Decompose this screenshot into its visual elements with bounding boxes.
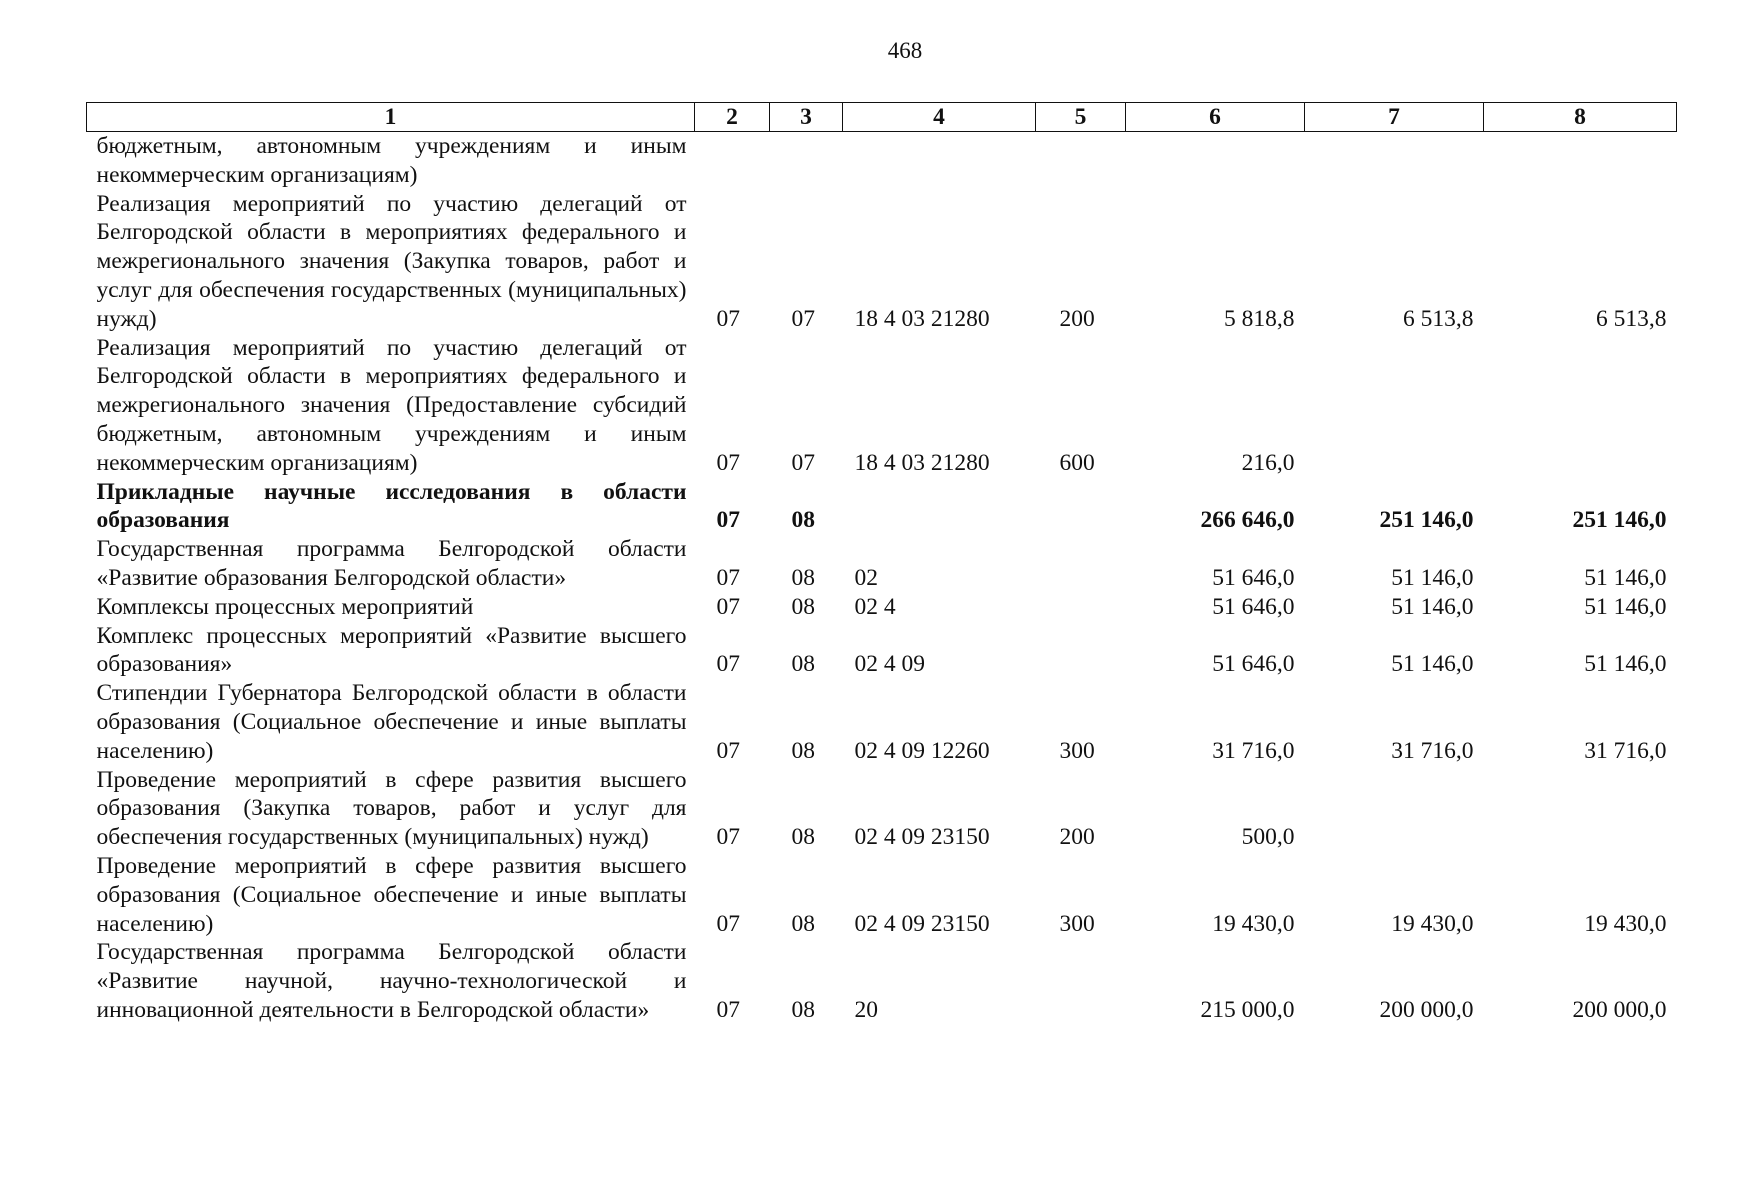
row-amount-col6: 51 646,0: [1212, 651, 1295, 678]
row-section-code: 07: [716, 593, 740, 620]
row-expense-type: [1036, 622, 1126, 680]
row-subsection-code: 08: [791, 564, 815, 591]
table-row: [87, 190, 1677, 334]
row-target-article: [843, 132, 1036, 190]
row-amount-col6: 5 818,8: [1224, 305, 1295, 332]
row-name: бюджетным, автономным учреждениям и иным некоммерческим организациям): [96, 133, 687, 188]
row-section-code: 07: [716, 651, 740, 678]
header-col-2: 2: [695, 103, 770, 132]
row-expense-type: 200: [1059, 305, 1095, 332]
table-row: [87, 535, 1677, 593]
row-expense-type: [1036, 132, 1126, 190]
row-name: Реализация мероприятий по участию делегаций от Белгородской области в мероприятиях федерального и межрегионального значения (Закупка товаров, работ и услуг для обеспечения государственных (муниципальных) нужд): [96, 190, 687, 332]
header-col-5: 5: [1036, 103, 1126, 132]
row-subsection-code: 08: [791, 593, 815, 620]
row-amount-col7: [1305, 766, 1484, 852]
row-subsection-code: 07: [791, 305, 815, 332]
row-name: Стипендии Губернатора Белгородской области в области образования (Социальное обеспечение и иные выплаты населению): [96, 680, 687, 764]
row-subsection-code: 08: [791, 737, 815, 764]
row-amount-col7: [1305, 132, 1484, 190]
row-target-article: 02 4: [854, 593, 896, 620]
row-amount-col8: [1484, 334, 1677, 478]
row-amount-col7: 251 146,0: [1379, 507, 1474, 534]
row-amount-col6: [1126, 132, 1305, 190]
row-amount-col6: 31 716,0: [1212, 737, 1295, 764]
row-name: Комплексы процессных мероприятий: [96, 593, 474, 620]
row-name: Государственная программа Белгородской области «Развитие научной, научно-технологической и инновационной деятельности в Белгородской области»: [96, 939, 687, 1023]
row-amount-col8: 31 716,0: [1584, 737, 1667, 764]
row-amount-col7: 51 146,0: [1391, 564, 1474, 591]
table-body: [87, 132, 1677, 1025]
row-target-article: 18 4 03 21280: [854, 305, 990, 332]
table-row: [87, 593, 1677, 622]
row-amount-col6: 216,0: [1241, 449, 1295, 476]
row-amount-col7: 51 146,0: [1391, 651, 1474, 678]
row-expense-type: [1036, 535, 1126, 593]
row-section-code: 07: [716, 564, 740, 591]
row-subsection-code: [770, 132, 843, 190]
row-subsection-code: 08: [791, 507, 815, 534]
row-expense-type: [1036, 938, 1126, 1024]
row-amount-col6: 266 646,0: [1200, 507, 1295, 534]
row-subsection-code: 08: [791, 824, 815, 851]
row-expense-type: 200: [1059, 824, 1095, 851]
row-subsection-code: 08: [791, 996, 815, 1023]
table-row: [87, 766, 1677, 852]
table-row: [87, 679, 1677, 765]
row-section-code: 07: [716, 507, 740, 534]
table-row: [87, 132, 1677, 190]
row-amount-col8: 51 146,0: [1584, 564, 1667, 591]
row-target-article: 20: [854, 996, 878, 1023]
budget-table: [86, 102, 1677, 1025]
row-target-article: 02 4 09 12260: [854, 737, 990, 764]
table-row: [87, 938, 1677, 1024]
row-amount-col6: 215 000,0: [1200, 996, 1295, 1023]
row-amount-col6: 19 430,0: [1212, 910, 1295, 937]
row-section-code: 07: [716, 824, 740, 851]
row-target-article: 02 4 09 23150: [854, 824, 990, 851]
row-expense-type: [1036, 593, 1126, 622]
row-expense-type: 600: [1059, 449, 1095, 476]
row-amount-col8: [1484, 766, 1677, 852]
row-section-code: 07: [716, 910, 740, 937]
row-amount-col7: 6 513,8: [1403, 305, 1474, 332]
row-amount-col8: 51 146,0: [1584, 593, 1667, 620]
table-row: [87, 852, 1677, 938]
row-expense-type: [1036, 478, 1126, 536]
row-section-code: 07: [716, 996, 740, 1023]
row-section-code: 07: [716, 305, 740, 332]
header-col-6: 6: [1126, 103, 1305, 132]
row-target-article: 02 4 09: [854, 651, 925, 678]
row-section-code: 07: [716, 449, 740, 476]
row-target-article: [843, 478, 1036, 536]
row-amount-col7: 51 146,0: [1391, 593, 1474, 620]
row-subsection-code: 08: [791, 910, 815, 937]
row-amount-col6: 51 646,0: [1212, 564, 1295, 591]
row-expense-type: 300: [1059, 737, 1095, 764]
row-amount-col7: [1305, 334, 1484, 478]
header-row: [87, 103, 1677, 132]
row-section-code: 07: [716, 737, 740, 764]
row-name: Проведение мероприятий в сфере развития высшего образования (Закупка товаров, работ и услуг для обеспечения государственных (муниципальных) нужд): [96, 766, 687, 851]
row-amount-col7: 200 000,0: [1379, 996, 1474, 1023]
row-amount-col8: 19 430,0: [1584, 910, 1667, 937]
row-target-article: 02: [854, 564, 878, 591]
row-subsection-code: 07: [791, 449, 815, 476]
header-col-8: 8: [1484, 103, 1677, 132]
row-expense-type: 300: [1059, 910, 1095, 937]
row-amount-col8: [1484, 132, 1677, 190]
header-col-1: 1: [87, 103, 695, 132]
row-name: Государственная программа Белгородской области «Развитие образования Белгородской области»: [96, 536, 687, 591]
row-section-code: [695, 132, 770, 190]
row-name: Прикладные научные исследования в области образования: [96, 478, 687, 534]
table-row: [87, 334, 1677, 478]
row-amount-col8: 6 513,8: [1596, 305, 1667, 332]
header-col-3: 3: [770, 103, 843, 132]
row-target-article: 18 4 03 21280: [854, 449, 990, 476]
header-col-7: 7: [1305, 103, 1484, 132]
table-row: [87, 478, 1677, 536]
row-amount-col7: 31 716,0: [1391, 737, 1474, 764]
table-row: [87, 622, 1677, 680]
page-number: 468: [887, 38, 923, 63]
row-amount-col8: 51 146,0: [1584, 651, 1667, 678]
row-amount-col7: 19 430,0: [1391, 910, 1474, 937]
row-amount-col8: 251 146,0: [1572, 507, 1667, 534]
row-amount-col8: 200 000,0: [1572, 996, 1667, 1023]
row-name: Комплекс процессных мероприятий «Развитие высшего образования»: [96, 622, 687, 678]
row-amount-col6: 500,0: [1241, 824, 1295, 851]
row-name: Проведение мероприятий в сфере развития высшего образования (Социальное обеспечение и иные выплаты населению): [96, 852, 687, 937]
row-target-article: 02 4 09 23150: [854, 910, 990, 937]
row-name: Реализация мероприятий по участию делегаций от Белгородской области в мероприятиях федерального и межрегионального значения (Предоставление субсидий бюджетным, автономным учреждениям и иным некоммерческим организациям): [96, 334, 687, 476]
header-col-4: 4: [843, 103, 1036, 132]
row-amount-col6: 51 646,0: [1212, 593, 1295, 620]
table-header: [87, 103, 1677, 132]
row-subsection-code: 08: [791, 651, 815, 678]
